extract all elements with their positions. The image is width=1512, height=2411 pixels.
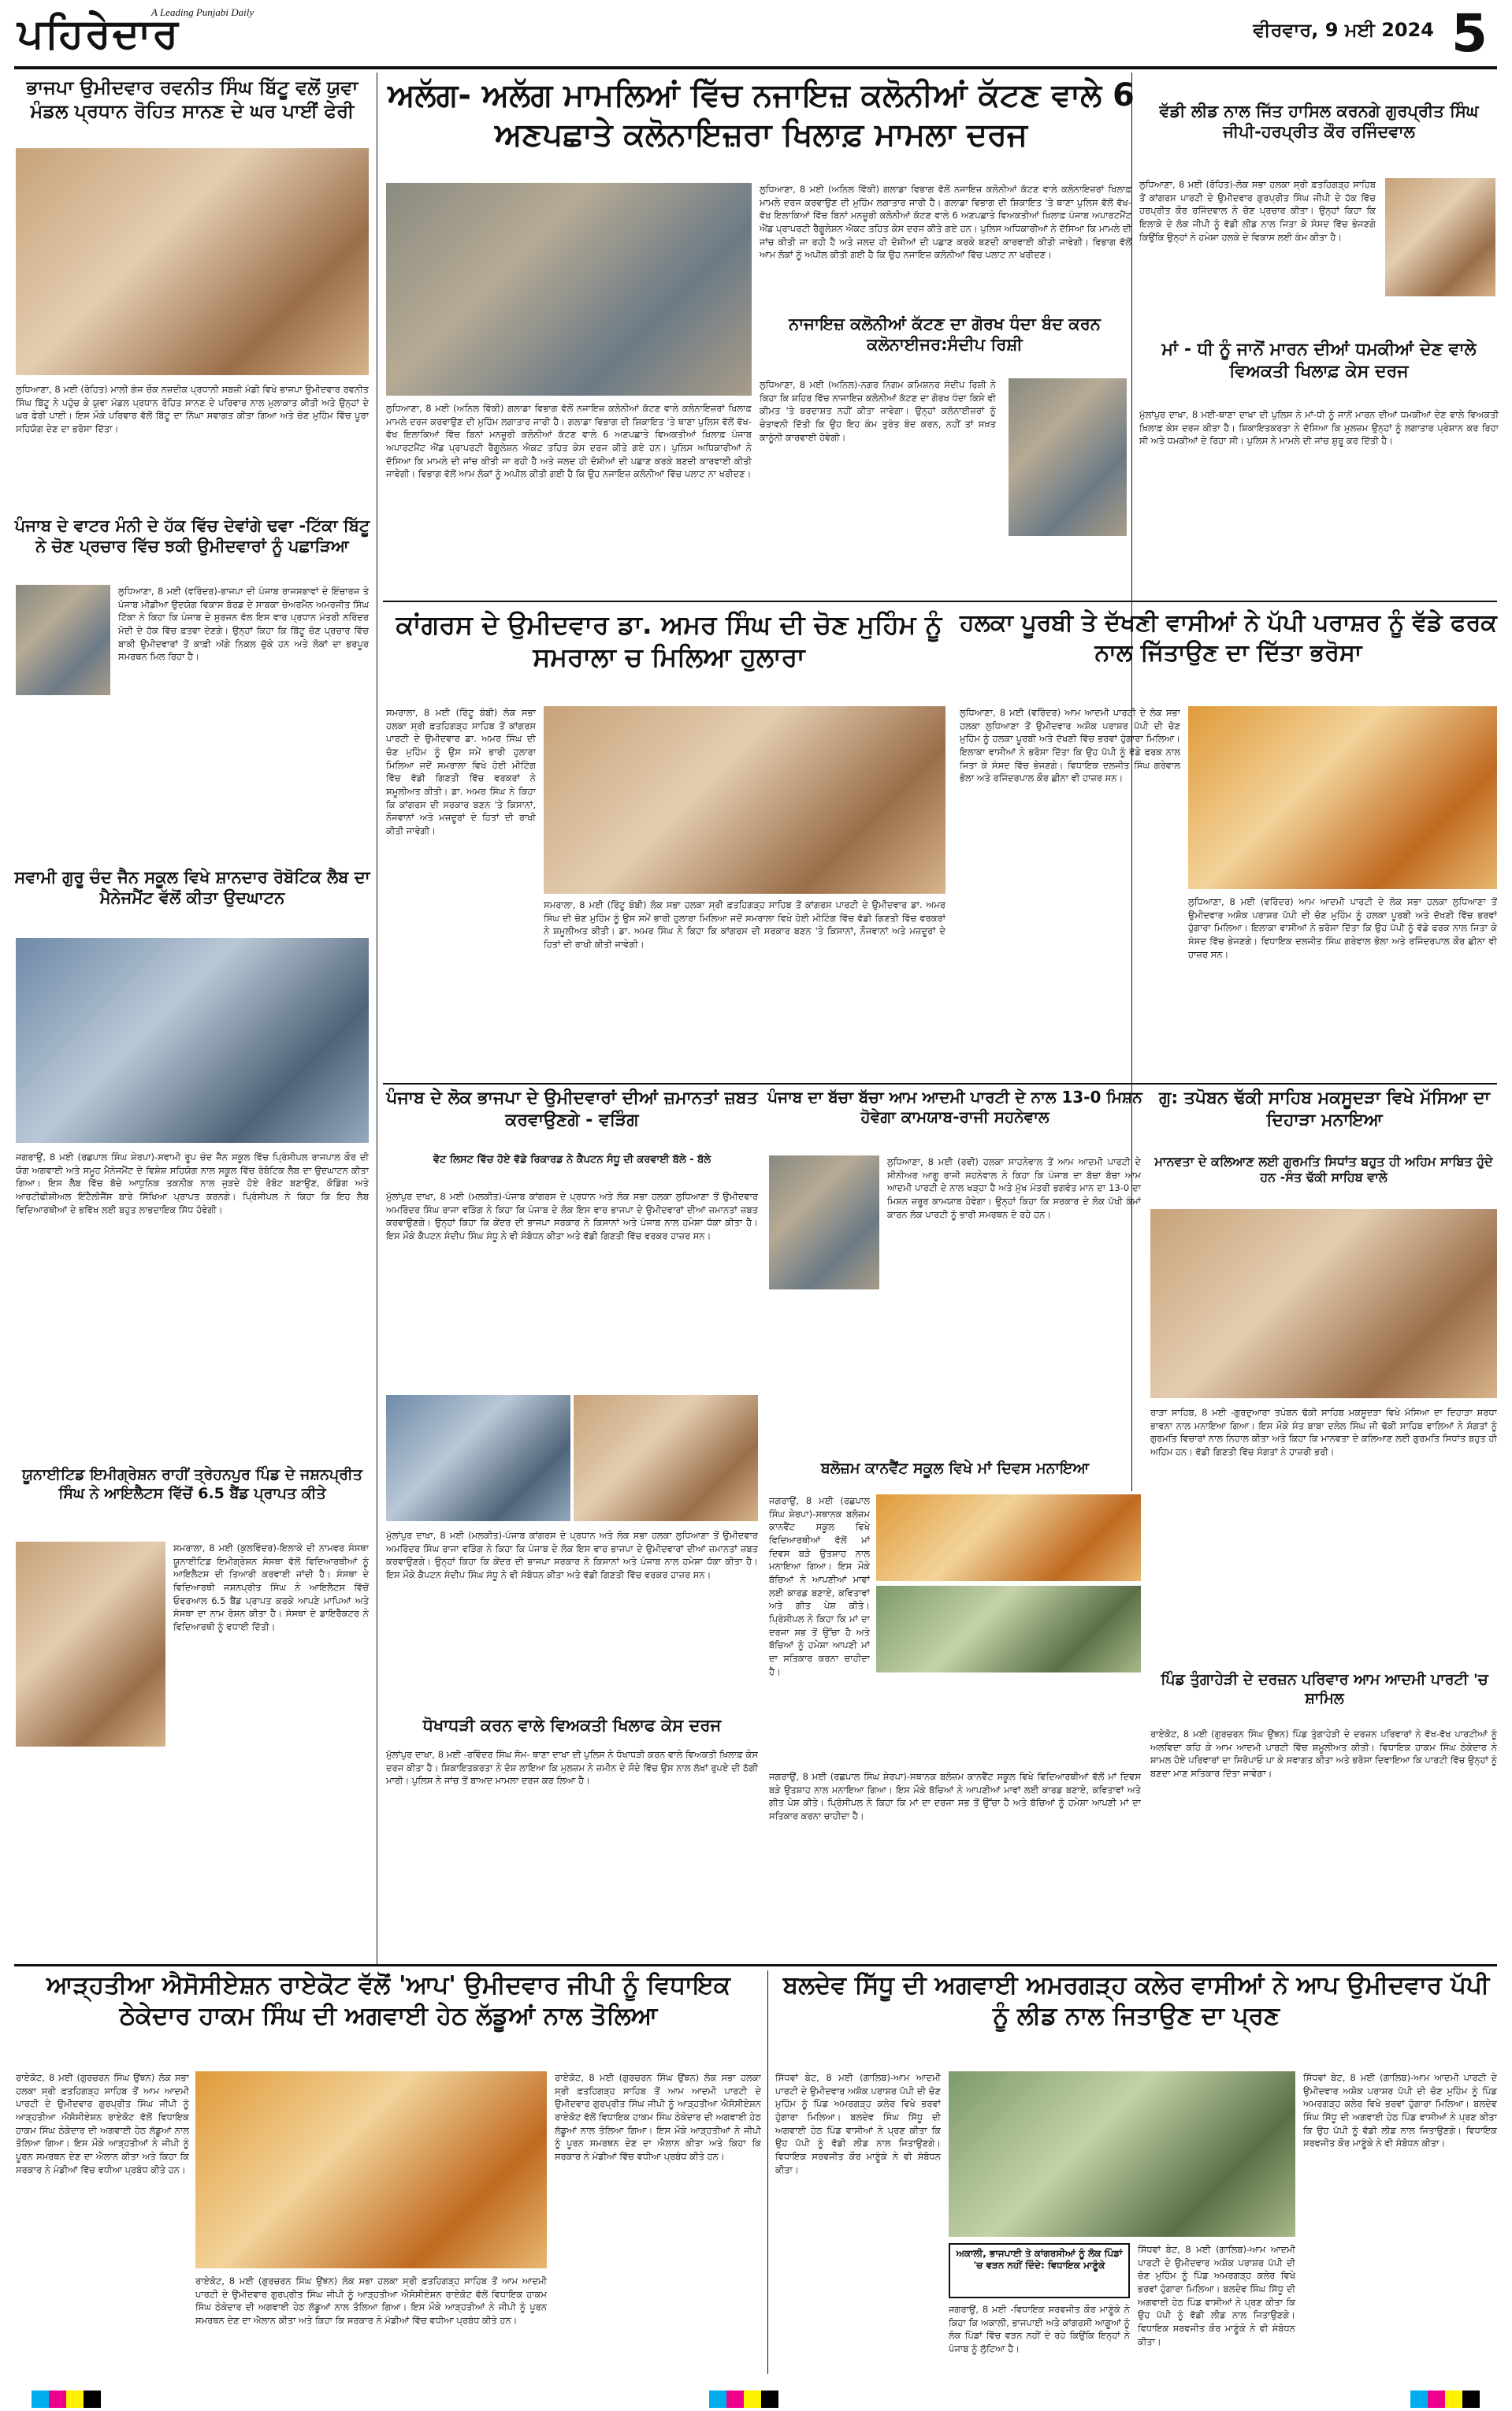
story-warring-headline: ਪੰਜਾਬ ਦੇ ਲੋਕ ਭਾਜਪਾ ਦੇ ਉਮੀਦਵਾਰਾਂ ਦੀਆਂ ਜ਼ਮਾਨਤਾਂ ਜ਼ਬਤ ਕਰਵਾਉਣਗੇ - ਵੜਿੰਗ [386,1088,758,1130]
story-bittu-water-headline: ਪੰਜਾਬ ਦੇ ਵਾਟਰ ਮੰਨੀ ਦੇ ਹੱਕ ਵਿੱਚ ਦੇਵਾਂਗੇ ਢਵਾ -ਟਿੱਕਾ ਬਿੱਟੂ ਨੇ ਚੋਣ ਪ੍ਰਚਾਰ ਵਿੱਚ ਝਕੀ ਉਮੀਦਵਾਰਾਂ ਨੂੰ ਪਛਾੜਿਆ [14,516,370,556]
masthead-date: ਵੀਰਵਾਰ, 9 ਮਈ 2024 [1253,19,1434,41]
story-baldev-sidhu-body: ਸਿੱਧਵਾਂ ਬੇਟ, 8 ਮਈ (ਗਾਲਿਬ)-ਆਮ ਆਦਮੀ ਪਾਰਟੀ ਦੇ ਉਮੀਦਵਾਰ ਅਸ਼ੋਕ ਪਰਾਸ਼ਰ ਪੱਪੀ ਦੀ ਚੋਣ ਮੁਹਿੰਮ ਨੂੰ ਪਿੰਡ ਅਮਰਗੜ੍ਹ ਕਲੇਰ ਵਿਖੇ ਭਰਵਾਂ ਹੁੰਗਾਰਾ ਮਿਲਿਆ। ਬਲਦੇਵ ਸਿੰਘ ਸਿੱਧੂ ਦੀ ਅਗਵਾਈ ਹੇਠ ਪਿੰਡ ਵਾਸੀਆਂ ਨੇ ਪ੍ਰਣ ਕੀਤਾ ਕਿ ਉਹ ਪੱਪੀ ਨੂੰ ਵੱਡੀ ਲੀਡ ਨਾਲ ਜਿਤਾਉਣਗੇ। ਵਿਧਾਇਕ ਸਰਵਜੀਤ ਕੌਰ ਮਾਣੂੰਕੇ ਨੇ ਵੀ ਸੰਬੋਧਨ ਕੀਤਾ। [775,2072,941,2175]
story-arhtiya-headline: ਆੜ੍ਹਤੀਆ ਐਸੋਸੀਏਸ਼ਨ ਰਾਏਕੋਟ ਵੱਲੋਂ 'ਆਪ' ਉਮੀਦਵਾਰ ਜੀਪੀ ਨੂੰ ਵਿਧਾਇਕ ਠੇਕੇਦਾਰ ਹਾਕਮ ਸਿੰਘ ਦੀ ਅਗਵਾਈ ਹੇਠ ਲੱਡੂਆਂ ਨਾਲ ਤੋਲਿਆ [46,1971,730,2030]
story-amar-singh-headline: ਕਾਂਗਰਸ ਦੇ ਉਮੀਦਵਾਰ ਡਾ. ਅਮਰ ਸਿੰਘ ਦੀ ਚੋਣ ਮੁਹਿੰਮ ਨੂੰ ਸਮਰਾਲਾ ਚ ਮਿਲਿਆ ਹੁਲਾਰਾ [396,609,942,673]
story-colonies-body: ਲੁਧਿਆਣਾ, 8 ਮਈ (ਅਨਿਲ ਵਿੱਕੀ) ਗਲਾਡਾ ਵਿਭਾਗ ਵੱਲੋਂ ਨਜਾਇਜ਼ ਕਲੋਨੀਆਂ ਕੱਟਣ ਵਾਲੇ ਕਲੋਨਾਇਜ਼ਰਾਂ ਖਿਲਾਫ਼ ਮਾਮਲੇ ਦਰਜ ਕਰਵਾਉਣ ਦੀ ਮੁਹਿੰਮ ਲਗਾਤਾਰ ਜਾਰੀ ਹੈ। ਗਲਾਡਾ ਵਿਭਾਗ ਦੀ ਸ਼ਿਕਾਇਤ 'ਤੇ ਥਾਣਾ ਪੁਲਿਸ ਵੱਲੋਂ ਵੱਖ-ਵੱਖ ਇਲਾਕਿਆਂ ਵਿੱਚ ਬਿਨਾਂ ਮਨਜ਼ੂਰੀ ਕਲੋਨੀਆਂ ਕੱਟਣ ਵਾਲੇ 6 ਅਣਪਛਾਤੇ ਵਿਅਕਤੀਆਂ ਖ਼ਿਲਾਫ਼ ਪੰਜਾਬ ਅਪਾਰਟਮੈਂਟ ਐਂਡ ਪ੍ਰਾਪਰਟੀ ਰੈਗੂਲੇਸ਼ਨ ਐਕਟ ਤਹਿਤ ਕੇਸ ਦਰਜ ਕੀਤੇ ਗਏ ਹਨ। ਪੁਲਿਸ ਅਧਿਕਾਰੀਆਂ ਨੇ ਦੱਸਿਆ ਕਿ ਮਾਮਲੇ ਦੀ ਜਾਂਚ ਕੀਤੀ ਜਾ ਰਹੀ ਹੈ ਅਤੇ ਜਲਦ ਹੀ ਦੋਸ਼ੀਆਂ ਦੀ ਪਛਾਣ ਕਰਕੇ ਬਣਦੀ ਕਾਰਵਾਈ ਕੀਤੀ ਜਾਵੇਗੀ। ਵਿਭਾਗ ਵੱਲੋਂ ਆਮ ਲੋਕਾਂ ਨੂੰ ਅਪੀਲ ਕੀਤੀ ਗਈ ਹੈ ਕਿ ਉਹ ਨਜਾਇਜ਼ ਕਲੋਨੀਆਂ ਵਿੱਚ ਪਲਾਟ ਨਾ ਖਰੀਦਣ। [386,403,752,480]
story-pappi-parashar-headline: ਹਲਕਾ ਪੂਰਬੀ ਤੇ ਦੱਖਣੀ ਵਾਸੀਆਂ ਨੇ ਪੱਪੀ ਪਰਾਸ਼ਰ ਨੂੰ ਵੱਡੇ ਫਰਕ ਨਾਲ ਜਿੱਤਾਉਣ ਦਾ ਦਿੱਤਾ ਭਰੋਸਾ [960,609,1497,667]
story-threats-body: ਮੁੱਲਾਂਪੁਰ ਦਾਖਾ, 8 ਮਈ-ਥਾਣਾ ਦਾਖਾ ਦੀ ਪੁਲਿਸ ਨੇ ਮਾਂ-ਧੀ ਨੂੰ ਜਾਨੋਂ ਮਾਰਨ ਦੀਆਂ ਧਮਕੀਆਂ ਦੇਣ ਵਾਲੇ ਵਿਅਕਤੀ ਖ਼ਿਲਾਫ਼ ਕੇਸ ਦਰਜ ਕੀਤਾ ਹੈ। ਸ਼ਿਕਾਇਤਕਰਤਾ ਨੇ ਦੱਸਿਆ ਕਿ ਮੁਲਜ਼ਮ ਉਨ੍ਹਾਂ ਨੂੰ ਲਗਾਤਾਰ ਪ੍ਰੇਸ਼ਾਨ ਕਰ ਰਿਹਾ ਸੀ ਅਤੇ ਧਮਕੀਆਂ ਦੇ ਰਿਹਾ ਸੀ। ਪੁਲਿਸ ਨੇ ਮਾਮਲੇ ਦੀ ਜਾਂਚ ਸ਼ੁਰੂ ਕਰ ਦਿੱਤੀ ਹੈ। [1139,409,1499,447]
story-masya-subhead: ਮਾਨਵਤਾ ਦੇ ਕਲਿਆਣ ਲਈ ਗੁਰਮਤਿ ਸਿਧਾਂਤ ਬਹੁਤ ਹੀ ਅਹਿਮ ਸਾਬਿਤ ਹੁੰਦੇ ਹਨ -ਸੰਤ ਢੱਕੀ ਸਾਹਿਬ ਵਾਲੇ [1154,1154,1493,1185]
story-jashanpreet-body: ਸਮਰਾਲਾ, 8 ਮਈ (ਕੁਲਵਿੰਦਰ)-ਇਲਾਕੇ ਦੀ ਨਾਮਵਰ ਸੰਸਥਾ ਯੂਨਾਈਟਿਡ ਇਮੀਗ੍ਰੇਸ਼ਨ ਸੰਸਥਾ ਵੱਲੋਂ ਵਿਦਿਆਰਥੀਆਂ ਨੂੰ ਆਇਲੈਟਸ ਦੀ ਤਿਆਰੀ ਕਰਵਾਈ ਜਾਂਦੀ ਹੈ। ਸੰਸਥਾ ਦੇ ਵਿਦਿਆਰਥੀ ਜਸ਼ਨਪ੍ਰੀਤ ਸਿੰਘ ਨੇ ਆਇਲੈਟਸ ਵਿੱਚੋਂ ਓਵਰਆਲ 6.5 ਬੈਂਡ ਪ੍ਰਾਪਤ ਕਰਕੇ ਆਪਣੇ ਮਾਪਿਆਂ ਅਤੇ ਸੰਸਥਾ ਦਾ ਨਾਮ ਰੋਸ਼ਨ ਕੀਤਾ ਹੈ। ਸੰਸਥਾ ਦੇ ਡਾਇਰੈਕਟਰ ਨੇ ਵਿਦਿਆਰਥੀ ਨੂੰ ਵਧਾਈ ਦਿੱਤੀ। [173,1542,369,1633]
cmyk-swatch [66,2391,84,2408]
story-arhtiya-body-2: ਰਾਏਕੋਟ, 8 ਮਈ (ਗੁਰਚਰਨ ਸਿੰਘ ਉਂਝਨ) ਲੋਕ ਸਭਾ ਹਲਕਾ ਸ੍ਰੀ ਫ਼ਤਹਿਗੜ੍ਹ ਸਾਹਿਬ ਤੋਂ ਆਮ ਆਦਮੀ ਪਾਰਟੀ ਦੇ ਉਮੀਦਵਾਰ ਗੁਰਪ੍ਰੀਤ ਸਿੰਘ ਜੀਪੀ ਨੂੰ ਆੜ੍ਹਤੀਆ ਐਸੋਸੀਏਸ਼ਨ ਰਾਏਕੋਟ ਵੱਲੋਂ ਵਿਧਾਇਕ ਹਾਕਮ ਸਿੰਘ ਠੇਕੇਦਾਰ ਦੀ ਅਗਵਾਈ ਹੇਠ ਲੱਡੂਆਂ ਨਾਲ ਤੋਲਿਆ ਗਿਆ। ਇਸ ਮੌਕੇ ਆੜ੍ਹਤੀਆਂ ਨੇ ਜੀਪੀ ਨੂੰ ਪੂਰਨ ਸਮਰਥਨ ਦੇਣ ਦਾ ਐਲਾਨ ਕੀਤਾ ਅਤੇ ਕਿਹਾ ਕਿ ਸਰਕਾਰ ਨੇ ਮੰਡੀਆਂ ਵਿੱਚ ਵਧੀਆ ਪ੍ਰਬੰਧ ਕੀਤੇ ਹਨ। [195,2275,547,2327]
story-colonies-side-body: ਲੁਧਿਆਣਾ, 8 ਮਈ (ਅਨਿਲ)-ਨਗਰ ਨਿਗਮ ਕਮਿਸ਼ਨਰ ਸੰਦੀਪ ਰਿਸ਼ੀ ਨੇ ਕਿਹਾ ਕਿ ਸ਼ਹਿਰ ਵਿੱਚ ਨਾਜਾਇਜ਼ ਕਲੋਨੀਆਂ ਕੱਟਣ ਦਾ ਗੋਰਖ ਧੰਦਾ ਕਿਸੇ ਵੀ ਕੀਮਤ 'ਤੇ ਬਰਦਾਸ਼ਤ ਨਹੀਂ ਕੀਤਾ ਜਾਵੇਗਾ। ਉਨ੍ਹਾਂ ਕਲੋਨਾਈਜ਼ਰਾਂ ਨੂੰ ਚੇਤਾਵਨੀ ਦਿੱਤੀ ਕਿ ਉਹ ਇਹ ਕੰਮ ਤੁਰੰਤ ਬੰਦ ਕਰਨ, ਨਹੀਂ ਤਾਂ ਸਖ਼ਤ ਕਾਨੂੰਨੀ ਕਾਰਵਾਈ ਹੋਵੇਗੀ। [760,379,996,443]
story-arhtiya-body: ਰਾਏਕੋਟ, 8 ਮਈ (ਗੁਰਚਰਨ ਸਿੰਘ ਉਂਝਨ) ਲੋਕ ਸਭਾ ਹਲਕਾ ਸ੍ਰੀ ਫ਼ਤਹਿਗੜ੍ਹ ਸਾਹਿਬ ਤੋਂ ਆਮ ਆਦਮੀ ਪਾਰਟੀ ਦੇ ਉਮੀਦਵਾਰ ਗੁਰਪ੍ਰੀਤ ਸਿੰਘ ਜੀਪੀ ਨੂੰ ਆੜ੍ਹਤੀਆ ਐਸੋਸੀਏਸ਼ਨ ਰਾਏਕੋਟ ਵੱਲੋਂ ਵਿਧਾਇਕ ਹਾਕਮ ਸਿੰਘ ਠੇਕੇਦਾਰ ਦੀ ਅਗਵਾਈ ਹੇਠ ਲੱਡੂਆਂ ਨਾਲ ਤੋਲਿਆ ਗਿਆ। ਇਸ ਮੌਕੇ ਆੜ੍ਹਤੀਆਂ ਨੇ ਜੀਪੀ ਨੂੰ ਪੂਰਨ ਸਮਰਥਨ ਦੇਣ ਦਾ ਐਲਾਨ ਕੀਤਾ ਅਤੇ ਕਿਹਾ ਕਿ ਸਰਕਾਰ ਨੇ ਮੰਡੀਆਂ ਵਿੱਚ ਵਧੀਆ ਪ੍ਰਬੰਧ ਕੀਤੇ ਹਨ। [16,2072,189,2175]
story-baldev-sidhu-body-3: ਸਿੱਧਵਾਂ ਬੇਟ, 8 ਮਈ (ਗਾਲਿਬ)-ਆਮ ਆਦਮੀ ਪਾਰਟੀ ਦੇ ਉਮੀਦਵਾਰ ਅਸ਼ੋਕ ਪਰਾਸ਼ਰ ਪੱਪੀ ਦੀ ਚੋਣ ਮੁਹਿੰਮ ਨੂੰ ਪਿੰਡ ਅਮਰਗੜ੍ਹ ਕਲੇਰ ਵਿਖੇ ਭਰਵਾਂ ਹੁੰਗਾਰਾ ਮਿਲਿਆ। ਬਲਦੇਵ ਸਿੰਘ ਸਿੱਧੂ ਦੀ ਅਗਵਾਈ ਹੇਠ ਪਿੰਡ ਵਾਸੀਆਂ ਨੇ ਪ੍ਰਣ ਕੀਤਾ ਕਿ ਉਹ ਪੱਪੀ ਨੂੰ ਵੱਡੀ ਲੀਡ ਨਾਲ ਜਿਤਾਉਣਗੇ। ਵਿਧਾਇਕ ਸਰਵਜੀਤ ਕੌਰ ਮਾਣੂੰਕੇ ਨੇ ਵੀ ਸੰਬੋਧਨ ਕੀਤਾ। [1303,2072,1497,2149]
story-warring-photo-2 [574,1395,758,1521]
cmyk-swatch [1410,2391,1428,2408]
story-sahnewal-body: ਲੁਧਿਆਣਾ, 8 ਮਈ (ਰਵੀ) ਹਲਕਾ ਸਾਹਨੇਵਾਲ ਤੋਂ ਆਮ ਆਦਮੀ ਪਾਰਟੀ ਦੇ ਸੀਨੀਅਰ ਆਗੂ ਰਾਜੀ ਸਹਨੇਵਾਲ ਨੇ ਕਿਹਾ ਕਿ ਪੰਜਾਬ ਦਾ ਬੱਚਾ ਬੱਚਾ ਆਮ ਆਦਮੀ ਪਾਰਟੀ ਦੇ ਨਾਲ ਖੜ੍ਹਾ ਹੈ ਅਤੇ ਮੁੱਖ ਮੰਤਰੀ ਭਗਵੰਤ ਮਾਨ ਦਾ 13-0 ਦਾ ਮਿਸ਼ਨ ਜ਼ਰੂਰ ਕਾਮਯਾਬ ਹੋਵੇਗਾ। ਉਨ੍ਹਾਂ ਕਿਹਾ ਕਿ ਸਰਕਾਰ ਦੇ ਲੋਕ ਪੱਖੀ ਕੰਮਾਂ ਕਾਰਨ ਲੋਕ ਪਾਰਟੀ ਨੂੰ ਭਾਰੀ ਸਮਰਥਨ ਦੇ ਰਹੇ ਹਨ। [887,1156,1141,1220]
story-threats-headline: ਮਾਂ - ਧੀ ਨੂੰ ਜਾਨੋਂ ਮਾਰਨ ਦੀਆਂ ਧਮਕੀਆਂ ਦੇਣ ਵਾਲੇ ਵਿਅਕਤੀ ਖਿਲਾਫ਼ ਕੇਸ ਦਰਜ [1161,340,1477,381]
story-bittu-yuva-body: ਲੁਧਿਆਣਾ, 8 ਮਈ (ਰੋਹਿਤ) ਮਾਲੀ ਗੰਜ ਚੌਕ ਨਜ਼ਦੀਕ ਪ੍ਰਧਾਨੀ ਸਬਜ਼ੀ ਮੰਡੀ ਵਿਖੇ ਭਾਜਪਾ ਉਮੀਦਵਾਰ ਰਵਨੀਤ ਸਿੰਘ ਬਿੱਟੂ ਨੇ ਪਹੁੰਚ ਕੇ ਯੁਵਾ ਮੰਡਲ ਪ੍ਰਧਾਨ ਰੋਹਿਤ ਸਾਨਣ ਦੇ ਪਰਿਵਾਰ ਨਾਲ ਮੁਲਾਕਾਤ ਕੀਤੀ ਅਤੇ ਉਨ੍ਹਾਂ ਦੇ ਘਰ ਫੇਰੀ ਪਾਈ। ਇਸ ਮੌਕੇ ਪਰਿਵਾਰ ਵੱਲੋਂ ਬਿੱਟੂ ਦਾ ਨਿੱਘਾ ਸਵਾਗਤ ਕੀਤਾ ਗਿਆ ਅਤੇ ਚੋਣ ਮੁਹਿੰਮ ਵਿੱਚ ਪੂਰਾ ਸਹਿਯੋਗ ਦੇਣ ਦਾ ਭਰੋਸਾ ਦਿੱਤਾ। [16,384,369,435]
story-colonies-photo [386,183,752,396]
story-arhtiya-body-3: ਰਾਏਕੋਟ, 8 ਮਈ (ਗੁਰਚਰਨ ਸਿੰਘ ਉਂਝਨ) ਲੋਕ ਸਭਾ ਹਲਕਾ ਸ੍ਰੀ ਫ਼ਤਹਿਗੜ੍ਹ ਸਾਹਿਬ ਤੋਂ ਆਮ ਆਦਮੀ ਪਾਰਟੀ ਦੇ ਉਮੀਦਵਾਰ ਗੁਰਪ੍ਰੀਤ ਸਿੰਘ ਜੀਪੀ ਨੂੰ ਆੜ੍ਹਤੀਆ ਐਸੋਸੀਏਸ਼ਨ ਰਾਏਕੋਟ ਵੱਲੋਂ ਵਿਧਾਇਕ ਹਾਕਮ ਸਿੰਘ ਠੇਕੇਦਾਰ ਦੀ ਅਗਵਾਈ ਹੇਠ ਲੱਡੂਆਂ ਨਾਲ ਤੋਲਿਆ ਗਿਆ। ਇਸ ਮੌਕੇ ਆੜ੍ਹਤੀਆਂ ਨੇ ਜੀਪੀ ਨੂੰ ਪੂਰਨ ਸਮਰਥਨ ਦੇਣ ਦਾ ਐਲਾਨ ਕੀਤਾ ਅਤੇ ਕਿਹਾ ਕਿ ਸਰਕਾਰ ਨੇ ਮੰਡੀਆਂ ਵਿੱਚ ਵਧੀਆ ਪ੍ਰਬੰਧ ਕੀਤੇ ਹਨ। [555,2072,761,2163]
story-colonies-body-2: ਲੁਧਿਆਣਾ, 8 ਮਈ (ਅਨਿਲ ਵਿੱਕੀ) ਗਲਾਡਾ ਵਿਭਾਗ ਵੱਲੋਂ ਨਜਾਇਜ਼ ਕਲੋਨੀਆਂ ਕੱਟਣ ਵਾਲੇ ਕਲੋਨਾਇਜ਼ਰਾਂ ਖਿਲਾਫ਼ ਮਾਮਲੇ ਦਰਜ ਕਰਵਾਉਣ ਦੀ ਮੁਹਿੰਮ ਲਗਾਤਾਰ ਜਾਰੀ ਹੈ। ਗਲਾਡਾ ਵਿਭਾਗ ਦੀ ਸ਼ਿਕਾਇਤ 'ਤੇ ਥਾਣਾ ਪੁਲਿਸ ਵੱਲੋਂ ਵੱਖ-ਵੱਖ ਇਲਾਕਿਆਂ ਵਿੱਚ ਬਿਨਾਂ ਮਨਜ਼ੂਰੀ ਕਲੋਨੀਆਂ ਕੱਟਣ ਵਾਲੇ 6 ਅਣਪਛਾਤੇ ਵਿਅਕਤੀਆਂ ਖ਼ਿਲਾਫ਼ ਪੰਜਾਬ ਅਪਾਰਟਮੈਂਟ ਐਂਡ ਪ੍ਰਾਪਰਟੀ ਰੈਗੂਲੇਸ਼ਨ ਐਕਟ ਤਹਿਤ ਕੇਸ ਦਰਜ ਕੀਤੇ ਗਏ ਹਨ। ਪੁਲਿਸ ਅਧਿਕਾਰੀਆਂ ਨੇ ਦੱਸਿਆ ਕਿ ਮਾਮਲੇ ਦੀ ਜਾਂਚ ਕੀਤੀ ਜਾ ਰਹੀ ਹੈ ਅਤੇ ਜਲਦ ਹੀ ਦੋਸ਼ੀਆਂ ਦੀ ਪਛਾਣ ਕਰਕੇ ਬਣਦੀ ਕਾਰਵਾਈ ਕੀਤੀ ਜਾਵੇਗੀ। ਵਿਭਾਗ ਵੱਲੋਂ ਆਮ ਲੋਕਾਂ ਨੂੰ ਅਪੀਲ ਕੀਤੀ ਗਈ ਹੈ ਕਿ ਉਹ ਨਜਾਇਜ਼ ਕਲੋਨੀਆਂ ਵਿੱਚ ਪਲਾਟ ਨਾ ਖਰੀਦਣ। [760,184,1131,261]
story-mothers-day-headline: ਬਲੋਜ਼ਮ ਕਾਨਵੈਂਟ ਸਕੂਲ ਵਿਖੇ ਮਾਂ ਦਿਵਸ ਮਨਾਇਆ [820,1460,1090,1477]
story-manooke-body: ਜਗਰਾਉਂ, 8 ਮਈ -ਵਿਧਾਇਕ ਸਰਵਜੀਤ ਕੌਰ ਮਾਣੂੰਕੇ ਨੇ ਕਿਹਾ ਕਿ ਅਕਾਲੀ, ਭਾਜਪਾਈ ਅਤੇ ਕਾਂਗਰਸੀ ਆਗੂਆਂ ਨੂੰ ਲੋਕ ਪਿੰਡਾਂ ਵਿੱਚ ਵੜਨ ਨਹੀਂ ਦੇ ਰਹੇ ਕਿਉਂਕਿ ਇਨ੍ਹਾਂ ਨੇ ਪੰਜਾਬ ਨੂੰ ਲੁੱਟਿਆ ਹੈ। [949,2304,1130,2355]
cmyk-swatch [84,2391,101,2408]
section-rule [14,1964,1497,1966]
story-gurpreet-gp-body: ਲੁਧਿਆਣਾ, 8 ਮਈ (ਰੋਹਿਤ)-ਲੋਕ ਸਭਾ ਹਲਕਾ ਸ੍ਰੀ ਫ਼ਤਹਿਗੜ੍ਹ ਸਾਹਿਬ ਤੋਂ ਕਾਂਗਰਸ ਪਾਰਟੀ ਦੇ ਉਮੀਦਵਾਰ ਗੁਰਪ੍ਰੀਤ ਸਿੰਘ ਜੀਪੀ ਦੇ ਹੱਕ ਵਿੱਚ ਹਰਪ੍ਰੀਤ ਕੌਰ ਰਜਿੰਦਵਾਲ ਨੇ ਚੋਣ ਪ੍ਰਚਾਰ ਕੀਤਾ। ਉਨ੍ਹਾਂ ਕਿਹਾ ਕਿ ਇਲਾਕੇ ਦੇ ਲੋਕ ਜੀਪੀ ਨੂੰ ਵੱਡੀ ਲੀਡ ਨਾਲ ਜਿਤਾ ਕੇ ਸੰਸਦ ਵਿੱਚ ਭੇਜਣਗੇ ਕਿਉਂਕਿ ਉਨ੍ਹਾਂ ਨੇ ਹਮੇਸ਼ਾ ਹਲਕੇ ਦੇ ਵਿਕਾਸ ਲਈ ਕੰਮ ਕੀਤਾ ਹੈ। [1139,179,1376,243]
story-pappi-parashar-body: ਲੁਧਿਆਣਾ, 8 ਮਈ (ਵਰਿੰਦਰ) ਆਮ ਆਦਮੀ ਪਾਰਟੀ ਦੇ ਲੋਕ ਸਭਾ ਹਲਕਾ ਲੁਧਿਆਣਾ ਤੋਂ ਉਮੀਦਵਾਰ ਅਸ਼ੋਕ ਪਰਾਸ਼ਰ ਪੱਪੀ ਦੀ ਚੋਣ ਮੁਹਿੰਮ ਨੂੰ ਹਲਕਾ ਪੂਰਬੀ ਅਤੇ ਦੱਖਣੀ ਵਿੱਚ ਭਰਵਾਂ ਹੁੰਗਾਰਾ ਮਿਲਿਆ। ਇਲਾਕਾ ਵਾਸੀਆਂ ਨੇ ਭਰੋਸਾ ਦਿੱਤਾ ਕਿ ਉਹ ਪੱਪੀ ਨੂੰ ਵੱਡੇ ਫਰਕ ਨਾਲ ਜਿਤਾ ਕੇ ਸੰਸਦ ਵਿੱਚ ਭੇਜਣਗੇ। ਵਿਧਾਇਕ ਦਲਜੀਤ ਸਿੰਘ ਗਰੇਵਾਲ ਭੋਲਾ ਅਤੇ ਰਜਿੰਦਰਪਾਲ ਕੌਰ ਛੀਨਾ ਵੀ ਹਾਜ਼ਰ ਸਨ। [960,707,1180,784]
story-robotic-lab-photo [16,938,369,1143]
story-mothers-day-photo-1 [876,1494,1141,1581]
story-masya-headline: ਗੁ: ਤਪੋਬਨ ਢੱਕੀ ਸਾਹਿਬ ਮਕਸੂਦੜਾ ਵਿਖੇ ਮੱਸਿਆ ਦਾ ਦਿਹਾੜਾ ਮਨਾਇਆ [1159,1088,1490,1130]
story-manooke-box [949,2243,1130,2298]
section-rule [383,1083,1497,1085]
story-robotic-lab-body: ਜਗਰਾਉਂ, 8 ਮਈ (ਰਛਪਾਲ ਸਿੰਘ ਸ਼ੇਰਪਾ)-ਸਵਾਮੀ ਰੂਪ ਚੰਦ ਜੈਨ ਸਕੂਲ ਵਿੱਚ ਪ੍ਰਿੰਸੀਪਲ ਰਾਜਪਾਲ ਕੌਰ ਦੀ ਯੋਗ ਅਗਵਾਈ ਅਤੇ ਸਮੂਹ ਮੈਨੇਜਮੈਂਟ ਦੇ ਵਿਸ਼ੇਸ਼ ਸਹਿਯੋਗ ਨਾਲ ਸਕੂਲ ਵਿੱਚ ਰੋਬੋਟਿਕ ਲੈਬ ਦਾ ਉਦਘਾਟਨ ਕੀਤਾ ਗਿਆ। ਇਸ ਲੈਬ ਵਿੱਚ ਬੱਚੇ ਆਧੁਨਿਕ ਤਕਨੀਕ ਨਾਲ ਜੁੜਦੇ ਹੋਏ ਰੋਬੋਟ ਬਣਾਉਣ, ਕੋਡਿੰਗ ਅਤੇ ਆਰਟੀਫੀਸ਼ੀਅਲ ਇੰਟੈਲੀਜੈਂਸ ਬਾਰੇ ਸਿੱਖਿਆ ਪ੍ਰਾਪਤ ਕਰਨਗੇ। ਪ੍ਰਿੰਸੀਪਲ ਨੇ ਕਿਹਾ ਕਿ ਇਹ ਲੈਬ ਵਿਦਿਆਰਥੀਆਂ ਦੇ ਭਵਿੱਖ ਲਈ ਬਹੁਤ ਲਾਭਦਾਇਕ ਸਿੱਧ ਹੋਵੇਗੀ। [16,1152,369,1215]
cmyk-swatch [1462,2391,1480,2408]
story-fraud-body: ਮੁੱਲਾਂਪੁਰ ਦਾਖਾ, 8 ਮਈ -ਰਵਿੰਦਰ ਸਿੰਘ ਸੋਮ- ਥਾਣਾ ਦਾਖਾ ਦੀ ਪੁਲਿਸ ਨੇ ਧੋਖਾਧੜੀ ਕਰਨ ਵਾਲੇ ਵਿਅਕਤੀ ਖ਼ਿਲਾਫ਼ ਕੇਸ ਦਰਜ ਕੀਤਾ ਹੈ। ਸ਼ਿਕਾਇਤਕਰਤਾ ਨੇ ਦੋਸ਼ ਲਾਇਆ ਕਿ ਮੁਲਜ਼ਮ ਨੇ ਜ਼ਮੀਨ ਦੇ ਸੌਦੇ ਵਿੱਚ ਉਸ ਨਾਲ ਲੱਖਾਂ ਰੁਪਏ ਦੀ ਠੱਗੀ ਮਾਰੀ। ਪੁਲਿਸ ਨੇ ਜਾਂਚ ਤੋਂ ਬਾਅਦ ਮਾਮਲਾ ਦਰਜ ਕਰ ਲਿਆ ਹੈ। [386,1749,758,1787]
cmyk-swatch [761,2391,778,2408]
cmyk-swatch [1428,2391,1445,2408]
story-pappi-parashar-body-2: ਲੁਧਿਆਣਾ, 8 ਮਈ (ਵਰਿੰਦਰ) ਆਮ ਆਦਮੀ ਪਾਰਟੀ ਦੇ ਲੋਕ ਸਭਾ ਹਲਕਾ ਲੁਧਿਆਣਾ ਤੋਂ ਉਮੀਦਵਾਰ ਅਸ਼ੋਕ ਪਰਾਸ਼ਰ ਪੱਪੀ ਦੀ ਚੋਣ ਮੁਹਿੰਮ ਨੂੰ ਹਲਕਾ ਪੂਰਬੀ ਅਤੇ ਦੱਖਣੀ ਵਿੱਚ ਭਰਵਾਂ ਹੁੰਗਾਰਾ ਮਿਲਿਆ। ਇਲਾਕਾ ਵਾਸੀਆਂ ਨੇ ਭਰੋਸਾ ਦਿੱਤਾ ਕਿ ਉਹ ਪੱਪੀ ਨੂੰ ਵੱਡੇ ਫਰਕ ਨਾਲ ਜਿਤਾ ਕੇ ਸੰਸਦ ਵਿੱਚ ਭੇਜਣਗੇ। ਵਿਧਾਇਕ ਦਲਜੀਤ ਸਿੰਘ ਗਰੇਵਾਲ ਭੋਲਾ ਅਤੇ ਰਜਿੰਦਰਪਾਲ ਕੌਰ ਛੀਨਾ ਵੀ ਹਾਜ਼ਰ ਸਨ। [1188,896,1497,960]
section-rule [383,601,1497,602]
story-tungaheri-body: ਰਾਏਕੋਟ, 8 ਮਈ (ਗੁਰਚਰਨ ਸਿੰਘ ਉਂਝਨ) ਪਿੰਡ ਤੁੰਗਾਹੇੜੀ ਦੇ ਦਰਜ਼ਨ ਪਰਿਵਾਰਾਂ ਨੇ ਵੱਖ-ਵੱਖ ਪਾਰਟੀਆਂ ਨੂੰ ਅਲਵਿਦਾ ਕਹਿ ਕੇ ਆਮ ਆਦਮੀ ਪਾਰਟੀ ਵਿੱਚ ਸ਼ਮੂਲੀਅਤ ਕੀਤੀ। ਵਿਧਾਇਕ ਹਾਕਮ ਸਿੰਘ ਠੇਕੇਦਾਰ ਨੇ ਸ਼ਾਮਲ ਹੋਏ ਪਰਿਵਾਰਾਂ ਦਾ ਸਿਰੋਪਾਓ ਪਾ ਕੇ ਸਵਾਗਤ ਕੀਤਾ ਅਤੇ ਭਰੋਸਾ ਦਿਵਾਇਆ ਕਿ ਪਾਰਟੀ ਵਿੱਚ ਉਨ੍ਹਾਂ ਨੂੰ ਬਣਦਾ ਮਾਣ ਸਤਿਕਾਰ ਦਿੱਤਾ ਜਾਵੇਗਾ। [1150,1728,1497,1780]
story-masya-photo [1150,1209,1497,1398]
cmyk-swatch [1445,2391,1462,2408]
cmyk-swatch [709,2391,726,2408]
story-bittu-water-photo [16,585,110,695]
story-colonies-side-headline: ਨਾਜਾਇਜ਼ ਕਲੋਨੀਆਂ ਕੱਟਣ ਦਾ ਗੋਰਖ ਧੰਦਾ ਬੰਦ ਕਰਨ ਕਲੋਨਾਈਜਰ:ਸੰਦੀਪ ਰਿਸ਼ੀ [789,314,1101,355]
page-number: 5 [1451,3,1488,64]
footer-bar [0,2388,1512,2411]
cmyk-swatch [32,2391,49,2408]
cmyk-swatch [49,2391,66,2408]
story-arhtiya-photo [195,2071,547,2268]
story-mothers-day-body: ਜਗਰਾਉਂ, 8 ਮਈ (ਰਛਪਾਲ ਸਿੰਘ ਸ਼ੇਰਪਾ)-ਸਥਾਨਕ ਬਲੋਜ਼ਮ ਕਾਨਵੈਂਟ ਸਕੂਲ ਵਿਖੇ ਵਿਦਿਆਰਥੀਆਂ ਵੱਲੋਂ ਮਾਂ ਦਿਵਸ ਬੜੇ ਉਤਸ਼ਾਹ ਨਾਲ ਮਨਾਇਆ ਗਿਆ। ਇਸ ਮੌਕੇ ਬੱਚਿਆਂ ਨੇ ਆਪਣੀਆਂ ਮਾਵਾਂ ਲਈ ਕਾਰਡ ਬਣਾਏ, ਕਵਿਤਾਵਾਂ ਅਤੇ ਗੀਤ ਪੇਸ਼ ਕੀਤੇ। ਪ੍ਰਿੰਸੀਪਲ ਨੇ ਕਿਹਾ ਕਿ ਮਾਂ ਦਾ ਦਰਜਾ ਸਭ ਤੋਂ ਉੱਚਾ ਹੈ ਅਤੇ ਬੱਚਿਆਂ ਨੂੰ ਹਮੇਸ਼ਾ ਆਪਣੀ ਮਾਂ ਦਾ ਸਤਿਕਾਰ ਕਰਨਾ ਚਾਹੀਦਾ ਹੈ। [769,1495,870,1677]
masthead-rule [14,66,1497,69]
story-baldev-sidhu-body-2: ਸਿੱਧਵਾਂ ਬੇਟ, 8 ਮਈ (ਗਾਲਿਬ)-ਆਮ ਆਦਮੀ ਪਾਰਟੀ ਦੇ ਉਮੀਦਵਾਰ ਅਸ਼ੋਕ ਪਰਾਸ਼ਰ ਪੱਪੀ ਦੀ ਚੋਣ ਮੁਹਿੰਮ ਨੂੰ ਪਿੰਡ ਅਮਰਗੜ੍ਹ ਕਲੇਰ ਵਿਖੇ ਭਰਵਾਂ ਹੁੰਗਾਰਾ ਮਿਲਿਆ। ਬਲਦੇਵ ਸਿੰਘ ਸਿੱਧੂ ਦੀ ਅਗਵਾਈ ਹੇਠ ਪਿੰਡ ਵਾਸੀਆਂ ਨੇ ਪ੍ਰਣ ਕੀਤਾ ਕਿ ਉਹ ਪੱਪੀ ਨੂੰ ਵੱਡੀ ਲੀਡ ਨਾਲ ਜਿਤਾਉਣਗੇ। ਵਿਧਾਇਕ ਸਰਵਜੀਤ ਕੌਰ ਮਾਣੂੰਕੇ ਨੇ ਵੀ ਸੰਬੋਧਨ ਕੀਤਾ। [1138,2244,1295,2347]
story-bittu-yuva-headline: ਭਾਜਪਾ ਉਮੀਦਵਾਰ ਰਵਨੀਤ ਸਿੰਘ ਬਿੱਟੂ ਵਲੋਂ ਯੁਵਾ ਮੰਡਲ ਪ੍ਰਧਾਨ ਰੋਹਿਤ ਸਾਨਣ ਦੇ ਘਰ ਪਾਈਂ ਫੇਰੀ [26,76,358,122]
masthead-tagline: A Leading Punjabi Daily [151,6,254,18]
story-baldev-sidhu-photo [949,2071,1295,2237]
cmyk-swatch [726,2391,744,2408]
story-sahnewal-photo [769,1155,879,1289]
story-gurpreet-gp-headline: ਵੱਡੀ ਲੀਡ ਨਾਲ ਜਿੱਤ ਹਾਸਿਲ ਕਰਨਗੇ ਗੁਰਪ੍ਰੀਤ ਸਿੰਘ ਜੀਪੀ-ਹਰਪ੍ਰੀਤ ਕੌਰ ਰਜਿੰਦਵਾਲ [1159,102,1479,142]
story-fraud-headline: ਧੋਖਾਧੜੀ ਕਰਨ ਵਾਲੇ ਵਿਅਕਤੀ ਖਿਲਾਫ ਕੇਸ ਦਰਜ [422,1716,722,1735]
story-colonies-side-photo [1009,378,1127,536]
story-mothers-day-photo-2 [876,1586,1141,1672]
story-bittu-water-body: ਲੁਧਿਆਣਾ, 8 ਮਈ (ਵਰਿੰਦਰ)-ਭਾਜਪਾ ਦੀ ਪੰਜਾਬ ਰਾਜਸਭਾਵਾਂ ਦੇ ਇੰਚਾਰਜ ਤੇ ਪੰਜਾਬ ਮੀਡੀਆ ਉਦਯੋਗ ਵਿਕਾਸ ਬੋਰਡ ਦੇ ਸਾਬਕਾ ਚੇਅਰਮੈਨ ਅਮਰਜੀਤ ਸਿੰਘ ਟਿੱਕਾ ਨੇ ਕਿਹਾ ਕਿ ਪੰਜਾਬ ਦੇ ਸੁਰਜਨ ਵੱਲ ਇਸ ਵਾਰ ਪ੍ਰਧਾਨ ਮੰਤਰੀ ਨਰਿੰਦਰ ਮੋਦੀ ਦੇ ਹੱਕ ਵਿੱਚ ਫ਼ਤਵਾ ਦੇਣਗੇ। ਉਨ੍ਹਾਂ ਕਿਹਾ ਕਿ ਬਿੱਟੂ ਚੋਣ ਪ੍ਰਚਾਰ ਵਿੱਚ ਬਾਕੀ ਉਮੀਦਵਾਰਾਂ ਤੋਂ ਕਾਫ਼ੀ ਅੱਗੇ ਨਿਕਲ ਚੁੱਕੇ ਹਨ ਅਤੇ ਲੋਕਾਂ ਦਾ ਭਰਪੂਰ ਸਮਰਥਨ ਮਿਲ ਰਿਹਾ ਹੈ। [118,586,369,663]
story-sahnewal-headline: ਪੰਜਾਬ ਦਾ ਬੱਚਾ ਬੱਚਾ ਆਮ ਆਦਮੀ ਪਾਰਟੀ ਦੇ ਨਾਲ 13-0 ਮਿਸ਼ਨ ਹੋਵੇਗਾ ਕਾਮਯਾਬ-ਰਾਜੀ ਸਹਨੇਵਾਲ [767,1088,1142,1126]
cmyk-swatch [744,2391,761,2408]
story-warring-kicker: ਵੋਟ ਲਿਸਟ ਵਿੱਚ ਹੋਏ ਵੱਡੇ ਰਿਕਾਰਡ ਨੇ ਕੈਪਟਨ ਸੰਧੂ ਦੀ ਕਰਵਾਈ ਬੱਲੇ - ਬੱਲੇ [433,1154,711,1166]
column-rule [767,1970,768,2374]
cmyk-registration-center [709,2391,778,2408]
story-warring-photo-1 [386,1395,570,1521]
story-bittu-yuva-photo [16,148,369,375]
story-amar-singh-body: ਸਮਰਾਲਾ, 8 ਮਈ (ਰਿੰਟੂ ਬੰਬੀ) ਲੋਕ ਸਭਾ ਹਲਕਾ ਸ੍ਰੀ ਫ਼ਤਹਿਗੜ੍ਹ ਸਾਹਿਬ ਤੋਂ ਕਾਂਗਰਸ ਪਾਰਟੀ ਦੇ ਉਮੀਦਵਾਰ ਡਾ. ਅਮਰ ਸਿੰਘ ਦੀ ਚੋਣ ਮੁਹਿੰਮ ਨੂੰ ਉਸ ਸਮੇਂ ਭਾਰੀ ਹੁਲਾਰਾ ਮਿਲਿਆ ਜਦੋਂ ਸਮਰਾਲਾ ਵਿਖੇ ਹੋਈ ਮੀਟਿੰਗ ਵਿੱਚ ਵੱਡੀ ਗਿਣਤੀ ਵਿੱਚ ਵਰਕਰਾਂ ਨੇ ਸ਼ਮੂਲੀਅਤ ਕੀਤੀ। ਡਾ. ਅਮਰ ਸਿੰਘ ਨੇ ਕਿਹਾ ਕਿ ਕਾਂਗਰਸ ਦੀ ਸਰਕਾਰ ਬਣਨ 'ਤੇ ਕਿਸਾਨਾਂ, ਨੌਜਵਾਨਾਂ ਅਤੇ ਮਜ਼ਦੂਰਾਂ ਦੇ ਹਿਤਾਂ ਦੀ ਰਾਖੀ ਕੀਤੀ ਜਾਵੇਗੀ। [386,707,536,837]
story-pappi-parashar-photo [1188,706,1497,889]
story-jashanpreet-photo [16,1542,165,1747]
story-masya-body: ਰਾੜਾ ਸਾਹਿਬ, 8 ਮਈ -ਗੁਰਦੁਆਰਾ ਤਪੋਬਨ ਢੱਕੀ ਸਾਹਿਬ ਮਕਸੂਦੜਾ ਵਿਖੇ ਮੱਸਿਆ ਦਾ ਦਿਹਾੜਾ ਸ਼ਰਧਾ ਭਾਵਨਾ ਨਾਲ ਮਨਾਇਆ ਗਿਆ। ਇਸ ਮੌਕੇ ਸੰਤ ਬਾਬਾ ਦਲੇਲ ਸਿੰਘ ਜੀ ਢੱਕੀ ਸਾਹਿਬ ਵਾਲਿਆਂ ਨੇ ਸੰਗਤਾਂ ਨੂੰ ਗੁਰਮਤਿ ਵਿਚਾਰਾਂ ਨਾਲ ਨਿਹਾਲ ਕੀਤਾ ਅਤੇ ਕਿਹਾ ਕਿ ਮਾਨਵਤਾ ਦੇ ਕਲਿਆਣ ਲਈ ਗੁਰਮਤਿ ਸਿਧਾਂਤ ਬਹੁਤ ਹੀ ਅਹਿਮ ਹਨ। ਵੱਡੀ ਗਿਣਤੀ ਵਿੱਚ ਸੰਗਤਾਂ ਨੇ ਹਾਜ਼ਰੀ ਭਰੀ। [1150,1407,1497,1458]
story-amar-singh-photo [544,706,945,894]
story-baldev-sidhu-headline: ਬਲਦੇਵ ਸਿੱਧੂ ਦੀ ਅਗਵਾਈ ਅਮਰਗੜ੍ਹ ਕਲੇਰ ਵਾਸੀਆਂ ਨੇ ਆਪ ਉਮੀਦਵਾਰ ਪੱਪੀ ਨੂੰ ਲੀਡ ਨਾਲ ਜਿਤਾਉਣ ਦਾ ਪ੍ਰਣ [782,1971,1490,2030]
story-mothers-day-body-2: ਜਗਰਾਉਂ, 8 ਮਈ (ਰਛਪਾਲ ਸਿੰਘ ਸ਼ੇਰਪਾ)-ਸਥਾਨਕ ਬਲੋਜ਼ਮ ਕਾਨਵੈਂਟ ਸਕੂਲ ਵਿਖੇ ਵਿਦਿਆਰਥੀਆਂ ਵੱਲੋਂ ਮਾਂ ਦਿਵਸ ਬੜੇ ਉਤਸ਼ਾਹ ਨਾਲ ਮਨਾਇਆ ਗਿਆ। ਇਸ ਮੌਕੇ ਬੱਚਿਆਂ ਨੇ ਆਪਣੀਆਂ ਮਾਵਾਂ ਲਈ ਕਾਰਡ ਬਣਾਏ, ਕਵਿਤਾਵਾਂ ਅਤੇ ਗੀਤ ਪੇਸ਼ ਕੀਤੇ। ਪ੍ਰਿੰਸੀਪਲ ਨੇ ਕਿਹਾ ਕਿ ਮਾਂ ਦਾ ਦਰਜਾ ਸਭ ਤੋਂ ਉੱਚਾ ਹੈ ਅਤੇ ਬੱਚਿਆਂ ਨੂੰ ਹਮੇਸ਼ਾ ਆਪਣੀ ਮਾਂ ਦਾ ਸਤਿਕਾਰ ਕਰਨਾ ਚਾਹੀਦਾ ਹੈ। [769,1771,1141,1822]
story-warring-body-2: ਮੁੱਲਾਂਪੁਰ ਦਾਖਾ, 8 ਮਈ (ਮਲਕੀਤ)-ਪੰਜਾਬ ਕਾਂਗਰਸ ਦੇ ਪ੍ਰਧਾਨ ਅਤੇ ਲੋਕ ਸਭਾ ਹਲਕਾ ਲੁਧਿਆਣਾ ਤੋਂ ਉਮੀਦਵਾਰ ਅਮਰਿੰਦਰ ਸਿੰਘ ਰਾਜਾ ਵੜਿੰਗ ਨੇ ਕਿਹਾ ਕਿ ਪੰਜਾਬ ਦੇ ਲੋਕ ਇਸ ਵਾਰ ਭਾਜਪਾ ਦੇ ਉਮੀਦਵਾਰਾਂ ਦੀਆਂ ਜ਼ਮਾਨਤਾਂ ਜ਼ਬਤ ਕਰਵਾਉਣਗੇ। ਉਨ੍ਹਾਂ ਕਿਹਾ ਕਿ ਕੇਂਦਰ ਦੀ ਭਾਜਪਾ ਸਰਕਾਰ ਨੇ ਕਿਸਾਨਾਂ ਅਤੇ ਪੰਜਾਬ ਨਾਲ ਹਮੇਸ਼ਾ ਧੱਕਾ ਕੀਤਾ ਹੈ। ਇਸ ਮੌਕੇ ਕੈਪਟਨ ਸੰਦੀਪ ਸਿੰਘ ਸੰਧੂ ਨੇ ਵੀ ਸੰਬੋਧਨ ਕੀਤਾ ਅਤੇ ਵੱਡੀ ਗਿਣਤੀ ਵਿੱਚ ਵਰਕਰ ਹਾਜ਼ਰ ਸਨ। [386,1530,758,1581]
story-amar-singh-body-2: ਸਮਰਾਲਾ, 8 ਮਈ (ਰਿੰਟੂ ਬੰਬੀ) ਲੋਕ ਸਭਾ ਹਲਕਾ ਸ੍ਰੀ ਫ਼ਤਹਿਗੜ੍ਹ ਸਾਹਿਬ ਤੋਂ ਕਾਂਗਰਸ ਪਾਰਟੀ ਦੇ ਉਮੀਦਵਾਰ ਡਾ. ਅਮਰ ਸਿੰਘ ਦੀ ਚੋਣ ਮੁਹਿੰਮ ਨੂੰ ਉਸ ਸਮੇਂ ਭਾਰੀ ਹੁਲਾਰਾ ਮਿਲਿਆ ਜਦੋਂ ਸਮਰਾਲਾ ਵਿਖੇ ਹੋਈ ਮੀਟਿੰਗ ਵਿੱਚ ਵੱਡੀ ਗਿਣਤੀ ਵਿੱਚ ਵਰਕਰਾਂ ਨੇ ਸ਼ਮੂਲੀਅਤ ਕੀਤੀ। ਡਾ. ਅਮਰ ਸਿੰਘ ਨੇ ਕਿਹਾ ਕਿ ਕਾਂਗਰਸ ਦੀ ਸਰਕਾਰ ਬਣਨ 'ਤੇ ਕਿਸਾਨਾਂ, ਨੌਜਵਾਨਾਂ ਅਤੇ ਮਜ਼ਦੂਰਾਂ ਦੇ ਹਿਤਾਂ ਦੀ ਰਾਖੀ ਕੀਤੀ ਜਾਵੇਗੀ। [544,899,945,951]
story-warring-body: ਮੁੱਲਾਂਪੁਰ ਦਾਖਾ, 8 ਮਈ (ਮਲਕੀਤ)-ਪੰਜਾਬ ਕਾਂਗਰਸ ਦੇ ਪ੍ਰਧਾਨ ਅਤੇ ਲੋਕ ਸਭਾ ਹਲਕਾ ਲੁਧਿਆਣਾ ਤੋਂ ਉਮੀਦਵਾਰ ਅਮਰਿੰਦਰ ਸਿੰਘ ਰਾਜਾ ਵੜਿੰਗ ਨੇ ਕਿਹਾ ਕਿ ਪੰਜਾਬ ਦੇ ਲੋਕ ਇਸ ਵਾਰ ਭਾਜਪਾ ਦੇ ਉਮੀਦਵਾਰਾਂ ਦੀਆਂ ਜ਼ਮਾਨਤਾਂ ਜ਼ਬਤ ਕਰਵਾਉਣਗੇ। ਉਨ੍ਹਾਂ ਕਿਹਾ ਕਿ ਕੇਂਦਰ ਦੀ ਭਾਜਪਾ ਸਰਕਾਰ ਨੇ ਕਿਸਾਨਾਂ ਅਤੇ ਪੰਜਾਬ ਨਾਲ ਹਮੇਸ਼ਾ ਧੱਕਾ ਕੀਤਾ ਹੈ। ਇਸ ਮੌਕੇ ਕੈਪਟਨ ਸੰਦੀਪ ਸਿੰਘ ਸੰਧੂ ਨੇ ਵੀ ਸੰਬੋਧਨ ਕੀਤਾ ਅਤੇ ਵੱਡੀ ਗਿਣਤੀ ਵਿੱਚ ਵਰਕਰ ਹਾਜ਼ਰ ਸਨ। [386,1191,758,1242]
cmyk-registration-left [32,2391,101,2408]
story-robotic-lab-headline: ਸਵਾਮੀ ਗੁਰੂ ਚੰਦ ਜੈਨ ਸਕੂਲ ਵਿਖੇ ਸ਼ਾਨਦਾਰ ਰੋਬੋਟਿਕ ਲੈਬ ਦਾ ਮੈਨੇਜਮੈਂਟ ਵੱਲੋਂ ਕੀਤਾ ਉਦਘਾਟਨ [14,868,370,908]
story-manooke-headline: ਅਕਾਲੀ, ਭਾਜਪਾਈ ਤੇ ਕਾਂਗਰਸੀਆਂ ਨੂੰ ਲੋਕ ਪਿੰਡਾਂ 'ਚ ਵੜਨ ਨਹੀਂ ਦਿੰਦੇ: ਵਿਧਾਇਕ ਮਾਣੂੰਕੇ [956,2248,1123,2271]
masthead-logo: ਪਹਿਰੇਦਾਰ [17,9,180,58]
story-gurpreet-gp-photo [1385,178,1495,296]
story-tungaheri-headline: ਪਿੰਡ ਤੁੰਗਾਹੇੜੀ ਦੇ ਦਰਜ਼ਨ ਪਰਿਵਾਰ ਆਮ ਆਦਮੀ ਪਾਰਟੀ 'ਚ ਸ਼ਾਮਿਲ [1161,1671,1488,1707]
story-jashanpreet-headline: ਯੂਨਾਈਟਿਡ ਇਮੀਗ੍ਰੇਸ਼ਨ ਰਾਹੀਂ ਤ੍ਰੇਹਨਪੁਰ ਪਿੰਡ ਦੇ ਜਸ਼ਨਪ੍ਰੀਤ ਸਿੰਘ ਨੇ ਆਇਲੈਟਸ ਵਿੱਚੋਂ 6.5 ਬੈਂਡ ਪ੍ਰਾਪਤ ਕੀਤੇ [22,1466,362,1502]
cmyk-registration-right [1410,2391,1480,2408]
story-colonies-headline: ਅਲੱਗ- ਅਲੱਗ ਮਾਮਲਿਆਂ ਵਿੱਚ ਨਜਾਇਜ਼ ਕਲੋਨੀਆਂ ਕੱਟਣ ਵਾਲੇ 6 ਅਣਪਛਾਤੇ ਕਲੋਨਾਇਜ਼ਰਾ ਖਿਲਾਫ਼ ਮਾਮਲਾ ਦਰਜ [388,77,1135,153]
